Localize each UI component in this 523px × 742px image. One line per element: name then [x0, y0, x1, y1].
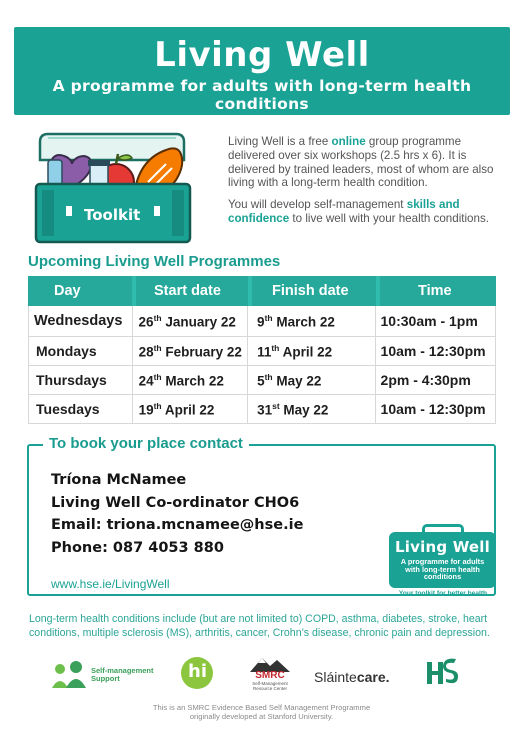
smrc-name: SMRC — [255, 670, 285, 681]
smrc-logo — [248, 656, 292, 691]
hi-logo-text: hi — [188, 661, 207, 682]
cell-start-date: 24th March 22 — [133, 366, 249, 394]
table-row — [28, 366, 496, 395]
hse-logo-icon — [424, 658, 462, 688]
page-title: Living Well — [154, 35, 370, 75]
cell-finish-date: 11th April 22 — [248, 337, 375, 365]
contact-phone[interactable]: Phone: 087 4053 880 — [51, 539, 224, 556]
cell-start-date: 26th January 22 — [133, 306, 249, 336]
toolkit-box-icon — [26, 130, 206, 246]
cell-day: Thursdays — [29, 366, 133, 394]
smrc-full-name: Self-Management Resource Center — [252, 681, 288, 691]
footnote — [0, 703, 523, 722]
cell-start-date: 19th April 22 — [133, 395, 249, 423]
slainte-text: Sláinte — [314, 669, 357, 685]
schedule-heading: Upcoming Living Well Programmes — [28, 253, 281, 270]
intro-paragraph-2: You will develop self-management skills and confidence to live well with your health conditions. — [228, 198, 489, 225]
cell-finish-date: 31st May 22 — [248, 395, 375, 423]
page-header-banner — [14, 27, 510, 115]
column-header-time: Time — [376, 276, 496, 306]
hi-logo — [180, 656, 214, 690]
website-link[interactable]: www.hse.ie/LivingWell — [51, 577, 170, 591]
cell-start-date: 28th February 22 — [133, 337, 249, 365]
column-header-finish-date: Finish date — [248, 276, 376, 306]
toolkit-label: Toolkit — [84, 206, 141, 224]
page-subtitle: A programme for adults with long-term health conditions — [52, 77, 472, 113]
intro-text — [228, 135, 498, 226]
footnote-line-1: This is an SMRC Evidence Based Self Management Programme — [152, 703, 371, 712]
sms-logo-line-1: Self-management — [91, 665, 154, 675]
living-well-badge-logo — [389, 524, 497, 598]
partner-logos — [40, 656, 480, 698]
contact-heading: To book your place contact — [43, 435, 249, 452]
cell-day: Tuesdays — [29, 395, 133, 423]
cell-time: 10am - 12:30pm — [380, 401, 486, 417]
conditions-text: Long-term health conditions include (but are not limited to) COPD, asthma, diabetes, stroke, heart conditions, multiple sclerosis (MS), arthritis, cancer, Crohn’s disease, chronic pain and depression. — [29, 613, 490, 640]
table-row — [28, 337, 496, 366]
badge-box — [389, 532, 496, 588]
contact-email[interactable]: Email: triona.mcnamee@hse.ie — [51, 517, 304, 533]
badge-tagline: Your toolkit for better health — [398, 590, 488, 597]
intro-paragraph-1: Living Well is a free online group programme delivered over six workshops (2.5 hrs x 6). It is delivered by trained leaders, most of whom are also living with a long-term health condition. — [228, 135, 494, 190]
column-header-start-date: Start date — [132, 276, 248, 306]
cell-time: 2pm - 4:30pm — [380, 372, 471, 388]
table-row — [28, 395, 496, 424]
cell-finish-date: 5th May 22 — [248, 366, 375, 394]
schedule-table — [28, 276, 496, 424]
slaintecare-logo — [314, 669, 390, 685]
hse-logo — [424, 658, 462, 688]
contact-details — [51, 469, 303, 559]
cell-finish-date: 9th March 22 — [248, 306, 375, 336]
cell-time: 10:30am - 1pm — [380, 313, 478, 329]
people-icon — [50, 660, 88, 690]
care-text: care. — [356, 669, 390, 685]
cell-day: Mondays — [29, 337, 133, 365]
badge-title: Living Well — [395, 538, 490, 556]
table-row — [28, 306, 496, 337]
column-header-day: Day — [28, 276, 132, 306]
cell-time: 10am - 12:30pm — [380, 343, 486, 359]
cell-day: Wednesdays — [29, 306, 133, 336]
toolkit-illustration — [26, 130, 206, 246]
sms-logo-line-2: Support — [91, 674, 120, 683]
table-header-row — [28, 276, 496, 306]
contact-role: Living Well Co-ordinator CHO6 — [51, 494, 300, 511]
footnote-line-2: originally developed at Stanford University. — [189, 712, 334, 722]
badge-subtitle: A programme for adults with long-term health conditions — [400, 557, 485, 582]
contact-name: Tríona McNamee — [51, 472, 187, 488]
self-management-support-logo — [50, 660, 154, 690]
